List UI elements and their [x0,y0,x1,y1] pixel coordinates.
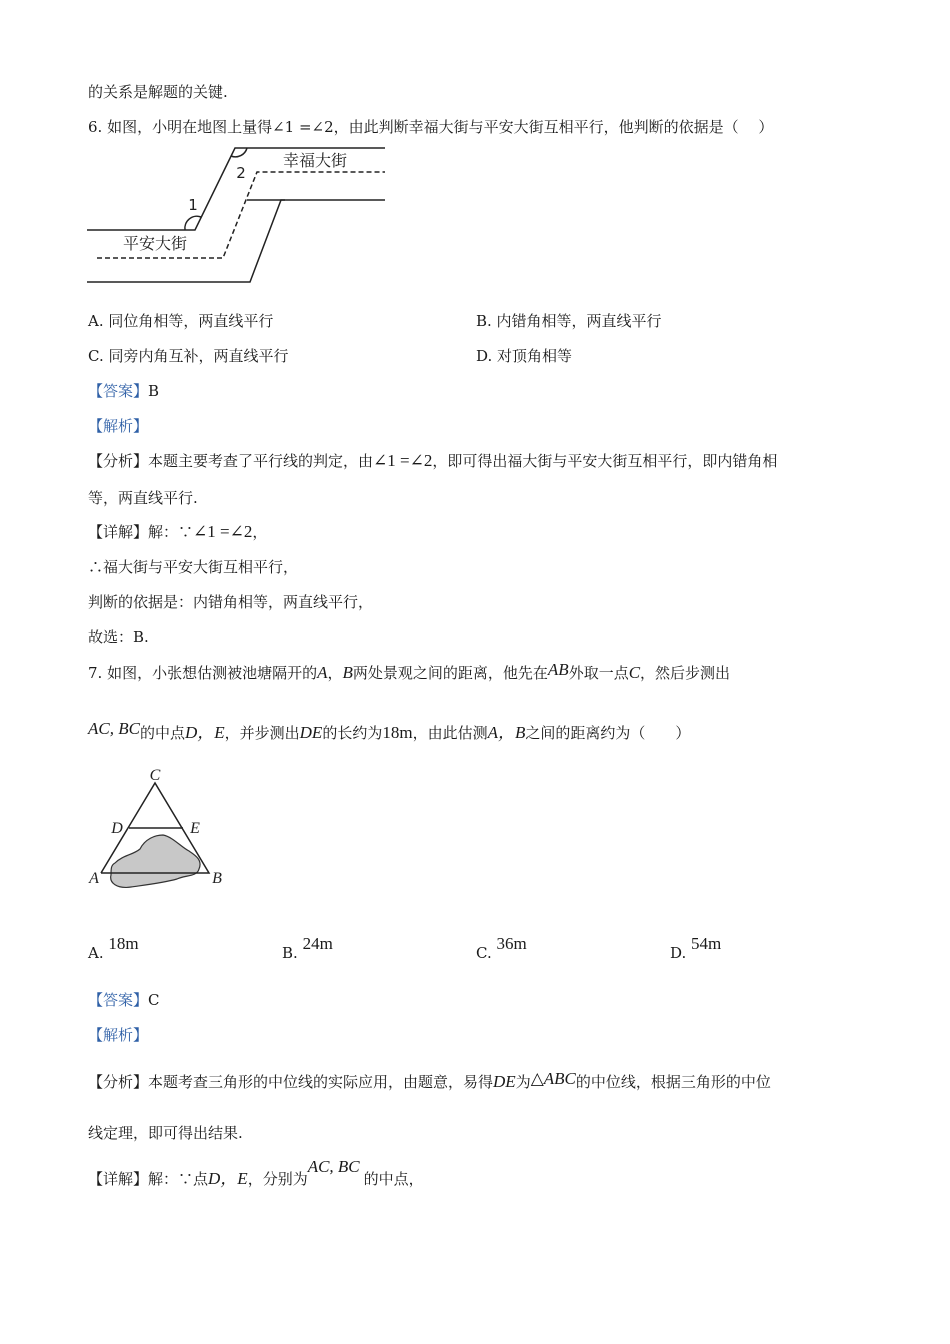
analysis-text: 的中位线，根据三角形的中位 [575,1073,771,1091]
stem-text: 外取一点 [568,664,629,682]
triangle-ABC: △ABC [530,1069,576,1088]
option-value: 36m [496,934,527,953]
detail-tag: 【详解】解：∵ [88,523,194,541]
stem-text: ，由此估测 [412,724,488,742]
label-A: A [89,870,99,887]
option-label: B. [282,944,298,962]
question-7-stem [88,660,731,683]
q6-answer [88,381,159,401]
q7-option-a [88,934,139,963]
street-label-xingfu: 幸福大街 [282,151,348,170]
detail-tag: 【详解】解：∵点 [88,1170,209,1188]
q7-answer [88,990,160,1010]
q7-option-c [476,934,527,963]
street-label-pingan: 平安大街 [122,234,188,253]
answer-value: B [148,382,160,400]
triangle-pond-figure [85,765,230,890]
segment-DE: DE [299,723,323,742]
option-label: C. [476,944,492,962]
points-D-E: D，E [184,723,225,742]
q6-analysis [88,451,777,471]
point-C: C [628,663,641,682]
option-value: 54m [691,934,722,953]
q6-step-2: 判断的依据是：内错角相等，两直线平行， [88,593,374,611]
comma: ， [327,664,343,682]
q7-analysis [88,1069,771,1092]
point-A: A [317,663,328,682]
answer-tag: 【答案】 [88,382,149,400]
analysis-text: 本题主要考查了平行线的判定，由 [148,452,374,470]
option-b: B. 内错角相等，两直线平行 [476,312,662,330]
option-c: C. 同旁内角互补，两直线平行 [88,347,289,365]
point-B: B [342,663,353,682]
answer-tag: 【答案】 [88,991,149,1009]
points-D-E: D，E [208,1169,248,1188]
q7-option-b [282,934,333,963]
analysis-text: 为 [515,1073,531,1091]
q6-analysis-line2: 等，两直线平行. [88,489,198,507]
stem-text: ，然后步测出 [640,664,731,682]
segments-AC-BC: AC, BC [307,1157,360,1176]
option-label: A. [88,944,104,962]
analysis-tag: 【分析】 [88,1073,149,1091]
question-7-stem-line2 [88,719,691,743]
q7-detail [88,1157,424,1189]
points-A-B: A，B [487,723,526,742]
q7-analysis-line2: 线定理，即可得出结果. [88,1124,243,1142]
question-6-stem: 6. 如图，小明在地图上量得∠1 =∠2，由此判断幸福大街与平安大街互相平行，他判断的依据是（ ） [88,118,774,136]
q7-jiexi-tag: 【解析】 [88,1026,149,1044]
detail-text: 的中点， [363,1170,424,1188]
angle-2-label: 2 [236,164,246,182]
option-value: 24m [302,934,333,953]
detail-punct: ， [252,523,268,541]
math-angle-eq: ∠1 =∠2 [193,522,253,541]
analysis-text-cont: ，即可得出福大街与平安大街互相平行，即内错角相 [432,452,778,470]
street-map-figure [85,140,390,290]
angle-1-label: 1 [188,196,198,214]
label-B: B [212,870,222,887]
stem-text: 7. 如图，小张想估测被池塘隔开的 [88,664,318,682]
label-D: D [111,820,123,837]
label-C: C [149,767,161,784]
analysis-tag: 【分析】 [88,452,149,470]
option-a: A. 同位角相等，两直线平行 [88,312,274,330]
label-E: E [190,820,200,837]
q6-detail [88,522,267,542]
length-value: 18m [382,723,413,742]
text-line: 的关系是解题的关键. [88,83,228,101]
q6-step-3: 故选：B. [88,628,149,646]
pond-shape [111,835,200,887]
segment-AB: AB [547,660,569,679]
stem-text: 两处景观之间的距离，他先在 [352,664,548,682]
stem-text: 的长约为 [322,724,383,742]
math-angle-eq: ∠1 =∠2 [373,451,433,470]
q6-step-1: ∴福大街与平安大街互相平行， [88,558,299,576]
q7-option-d [670,934,722,963]
detail-text: ，分别为 [247,1170,308,1188]
option-d: D. 对顶角相等 [476,347,573,365]
stem-text: 之间的距离约为（ ） [525,724,691,742]
segments-AC-BC: AC, BC [88,719,140,738]
answer-value: C [148,991,160,1009]
stem-text: ，并步测出 [224,724,300,742]
segment-DE: DE [493,1072,516,1091]
stem-text: 的中点 [139,724,185,742]
q6-jiexi-tag: 【解析】 [88,417,149,435]
analysis-text: 本题考查三角形的中位线的实际应用，由题意，易得 [148,1073,494,1091]
option-label: D. [670,944,687,962]
option-value: 18m [108,934,139,953]
